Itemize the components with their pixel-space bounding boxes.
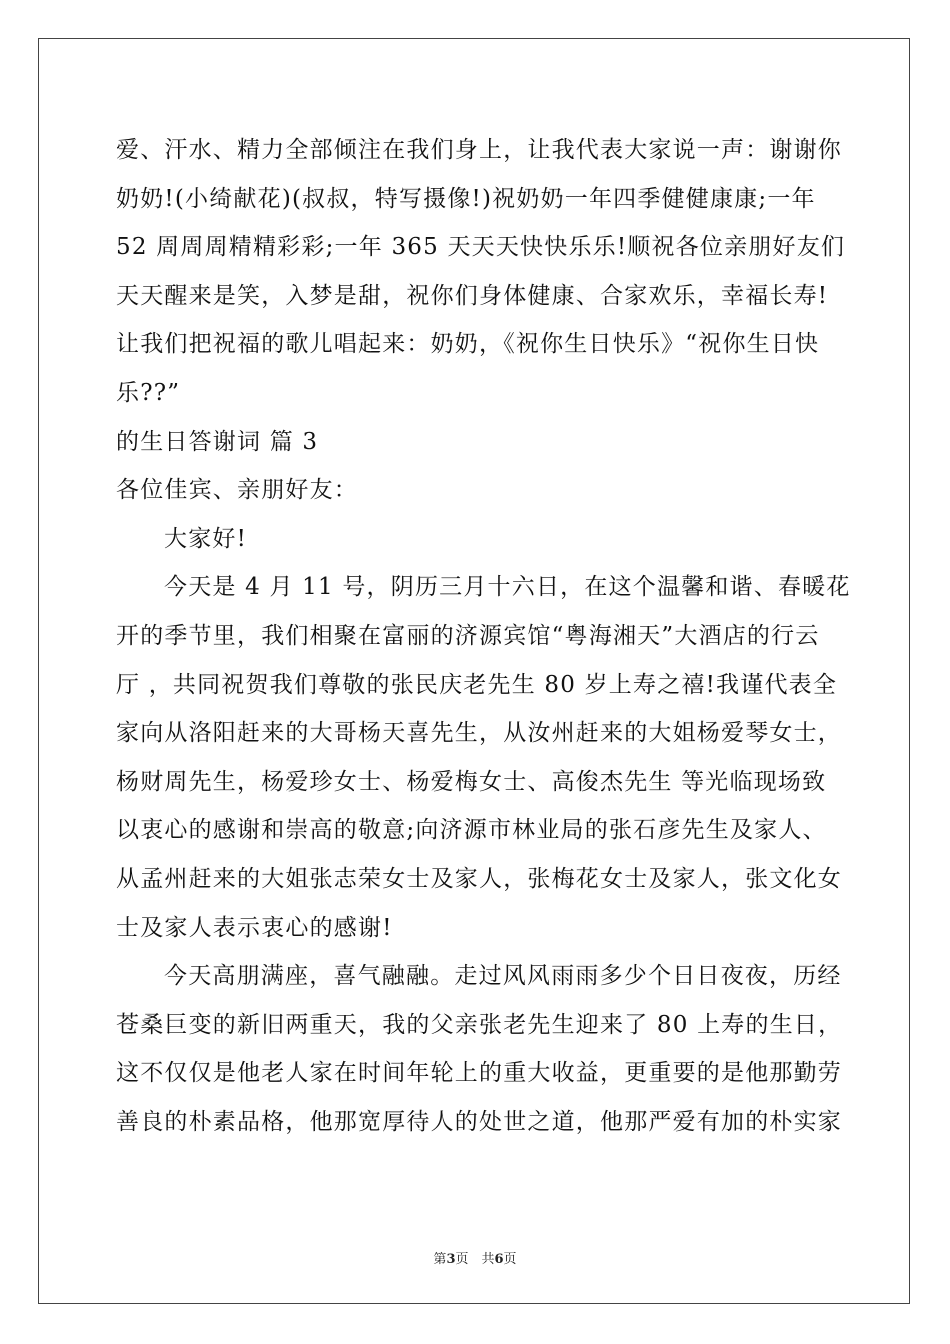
footer-suffix: 页 (503, 1252, 517, 1267)
greeting: 大家好! (164, 525, 248, 552)
text-line: 今天高朋满座，喜气融融。走过风风雨雨多少个日日夜夜，历经 (164, 963, 842, 990)
text-line: 家向从洛阳赶来的大哥杨天喜先生，从汝州赶来的大姐杨爱琴女士， (116, 720, 842, 747)
text-line: 今天是 4 月 11 号，阴历三月十六日，在这个温馨和谐、春暖花 (164, 574, 851, 601)
text-line: 这不仅仅是他老人家在时间年轮上的重大收益，更重要的是他那勤劳 (116, 1060, 842, 1087)
text-line: 厅 ，共同祝贺我们尊敬的张民庆老先生 80 岁上寿之禧!我谨代表全 (116, 671, 838, 698)
text-line: 乐??” (116, 379, 181, 406)
text-line: 杨财周先生，杨爱珍女士、杨爱梅女士、高俊杰先生 等光临现场致 (116, 768, 827, 795)
footer-mid: 页 共 (455, 1252, 495, 1267)
text-line: 从孟州赶来的大姐张志荣女士及家人，张梅花女士及家人，张文化女 (116, 865, 842, 892)
section-heading: 的生日答谢词 篇 3 (116, 428, 319, 455)
salutation: 各位佳宾、亲朋好友： (116, 477, 358, 504)
text-line: 奶奶!(小绮献花)(叔叔，特写摄像!)祝奶奶一年四季健健康康;一年 (116, 185, 816, 212)
page-footer (0, 1248, 950, 1267)
document-body (116, 126, 851, 1146)
text-line: 天天醒来是笑，入梦是甜，祝你们身体健康、合家欢乐，幸福长寿! (116, 282, 829, 309)
text-line: 爱、汗水、精力全部倾注在我们身上，让我代表大家说一声：谢谢你 (116, 137, 842, 163)
text-line: 52 周周周精精彩彩;一年 365 天天天快快乐乐!顺祝各位亲朋好友们 (116, 234, 846, 261)
footer-prefix: 第 (433, 1252, 447, 1267)
text-line: 开的季节里，我们相聚在富丽的济源宾馆“粤海湘天”大酒店的行云 (116, 622, 820, 649)
text-line: 苍桑巨变的新旧两重天，我的父亲张老先生迎来了 80 上寿的生日， (116, 1011, 843, 1038)
text-line: 善良的朴素品格，他那宽厚待人的处世之道，他那严爱有加的朴实家 (116, 1108, 842, 1135)
footer-current-page: 3 (446, 1252, 456, 1267)
footer-total-pages: 6 (494, 1252, 504, 1267)
text-line: 让我们把祝福的歌儿唱起来：奶奶，《祝你生日快乐》“祝你生日快 (116, 331, 820, 358)
text-line: 以衷心的感谢和崇高的敬意;向济源市林业局的张石彦先生及家人、 (116, 817, 827, 844)
text-line: 士及家人表示衷心的感谢! (116, 914, 393, 941)
